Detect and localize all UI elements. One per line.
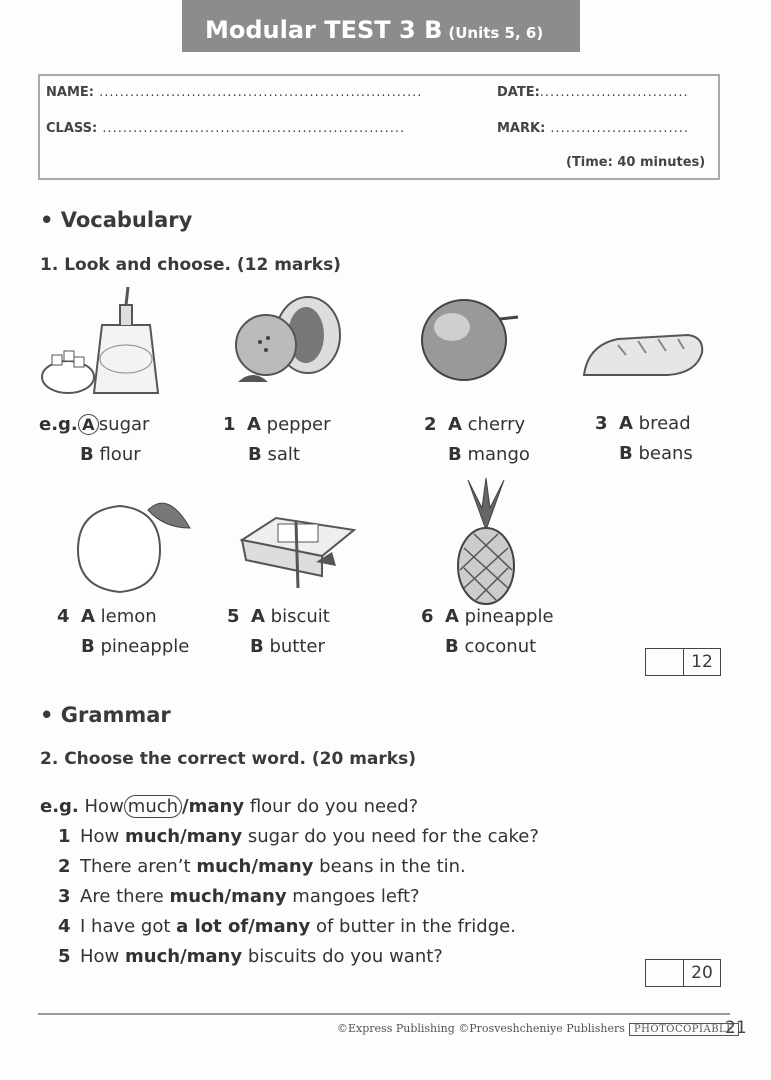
butter-icon [236,500,361,590]
lemon-icon [68,488,193,598]
photocopiable-badge: PHOTOCOPIABLE [629,1023,739,1036]
task-2-instructions: 2. Choose the correct word. (20 marks) [40,749,416,769]
page-number: 21 [725,1018,747,1038]
option-2[interactable]: many [257,856,314,877]
mark-label: MARK: [497,121,546,136]
task-1-instructions: 1. Look and choose. (12 marks) [40,255,341,275]
vocabulary-heading: • Vocabulary [40,208,193,232]
time-limit: (Time: 40 minutes) [566,155,706,170]
q4-option-b[interactable]: B pineapple [81,636,190,657]
class-field[interactable]: CLASS: ........................................................... [46,121,406,136]
mango-icon [412,295,527,390]
option-1[interactable]: much [196,856,252,877]
grammar-sentence-1: 1 How much/many sugar do you need for the cake? [58,826,539,847]
q5-option-a[interactable]: 5 A biscuit [227,606,330,627]
circled-answer: much [124,795,182,818]
publisher-credits: ©Express Publishing ©Prosveshcheniye Publishers [337,1022,625,1035]
date-field[interactable]: DATE:............................. [497,85,689,100]
vocab-max-score: 12 [691,652,713,672]
q2-option-a[interactable]: 2 A cherry [424,414,526,435]
score-blank[interactable] [646,649,684,675]
grammar-heading: • Grammar [40,703,171,727]
class-label: CLASS: [46,121,98,136]
grammar-sentence-4: 4 I have got a lot of/many of butter in the fridge. [58,916,516,937]
name-field[interactable]: NAME: ............................................................... [46,85,423,100]
example-question: e.g. A sugar [39,414,150,435]
grammar-max-score: 20 [691,963,713,983]
test-units: (Units 5, 6) [448,24,544,42]
q2-option-b[interactable]: B mango [448,444,530,465]
option-2[interactable]: many [254,916,311,937]
q4-option-a[interactable]: 4 A lemon [57,606,157,627]
grammar-sentence-3: 3 Are there much/many mangoes left? [58,886,420,907]
option-1[interactable]: much [169,886,225,907]
q3-option-a[interactable]: 3 A bread [595,413,691,434]
option-a-circled[interactable]: A [78,414,99,435]
option-2[interactable]: many [186,826,243,847]
q1-option-b[interactable]: B salt [248,444,300,465]
date-label: DATE: [497,85,540,100]
name-label: NAME: [46,85,94,100]
salt-shaker-icon [228,290,343,400]
example-option-b[interactable]: B flour [80,444,141,465]
grammar-score-box [645,959,721,987]
pineapple-icon [446,478,526,606]
grammar-sentence-2: 2 There aren’t much/many beans in the tin. [58,856,466,877]
q6-option-a[interactable]: 6 A pineapple [421,606,554,627]
footer-divider [38,1013,730,1015]
option-1[interactable]: much [125,826,181,847]
q1-option-a[interactable]: 1 A pepper [223,414,331,435]
option-1[interactable]: a lot of [176,916,249,937]
option-a-text: sugar [98,414,150,435]
vocab-score-box [645,648,721,676]
option-1[interactable]: much [125,946,181,967]
q6-option-b[interactable]: B coconut [445,636,537,657]
q3-option-b[interactable]: B beans [619,443,693,464]
grammar-sentence-5: 5 How much/many biscuits do you want? [58,946,443,967]
grammar-example: e.g. How much /many flour do you need? [40,796,419,817]
option-2[interactable]: many [231,886,287,907]
mark-field[interactable]: MARK: ........................... [497,121,689,136]
bread-icon [578,325,708,385]
test-title: Modular TEST 3 B [205,16,443,44]
option-2[interactable]: many [186,946,243,967]
score-blank[interactable] [646,960,684,986]
q5-option-b[interactable]: B butter [250,636,325,657]
page-title [205,16,543,44]
sugar-icon [40,285,160,400]
footer-credits [337,1022,739,1035]
